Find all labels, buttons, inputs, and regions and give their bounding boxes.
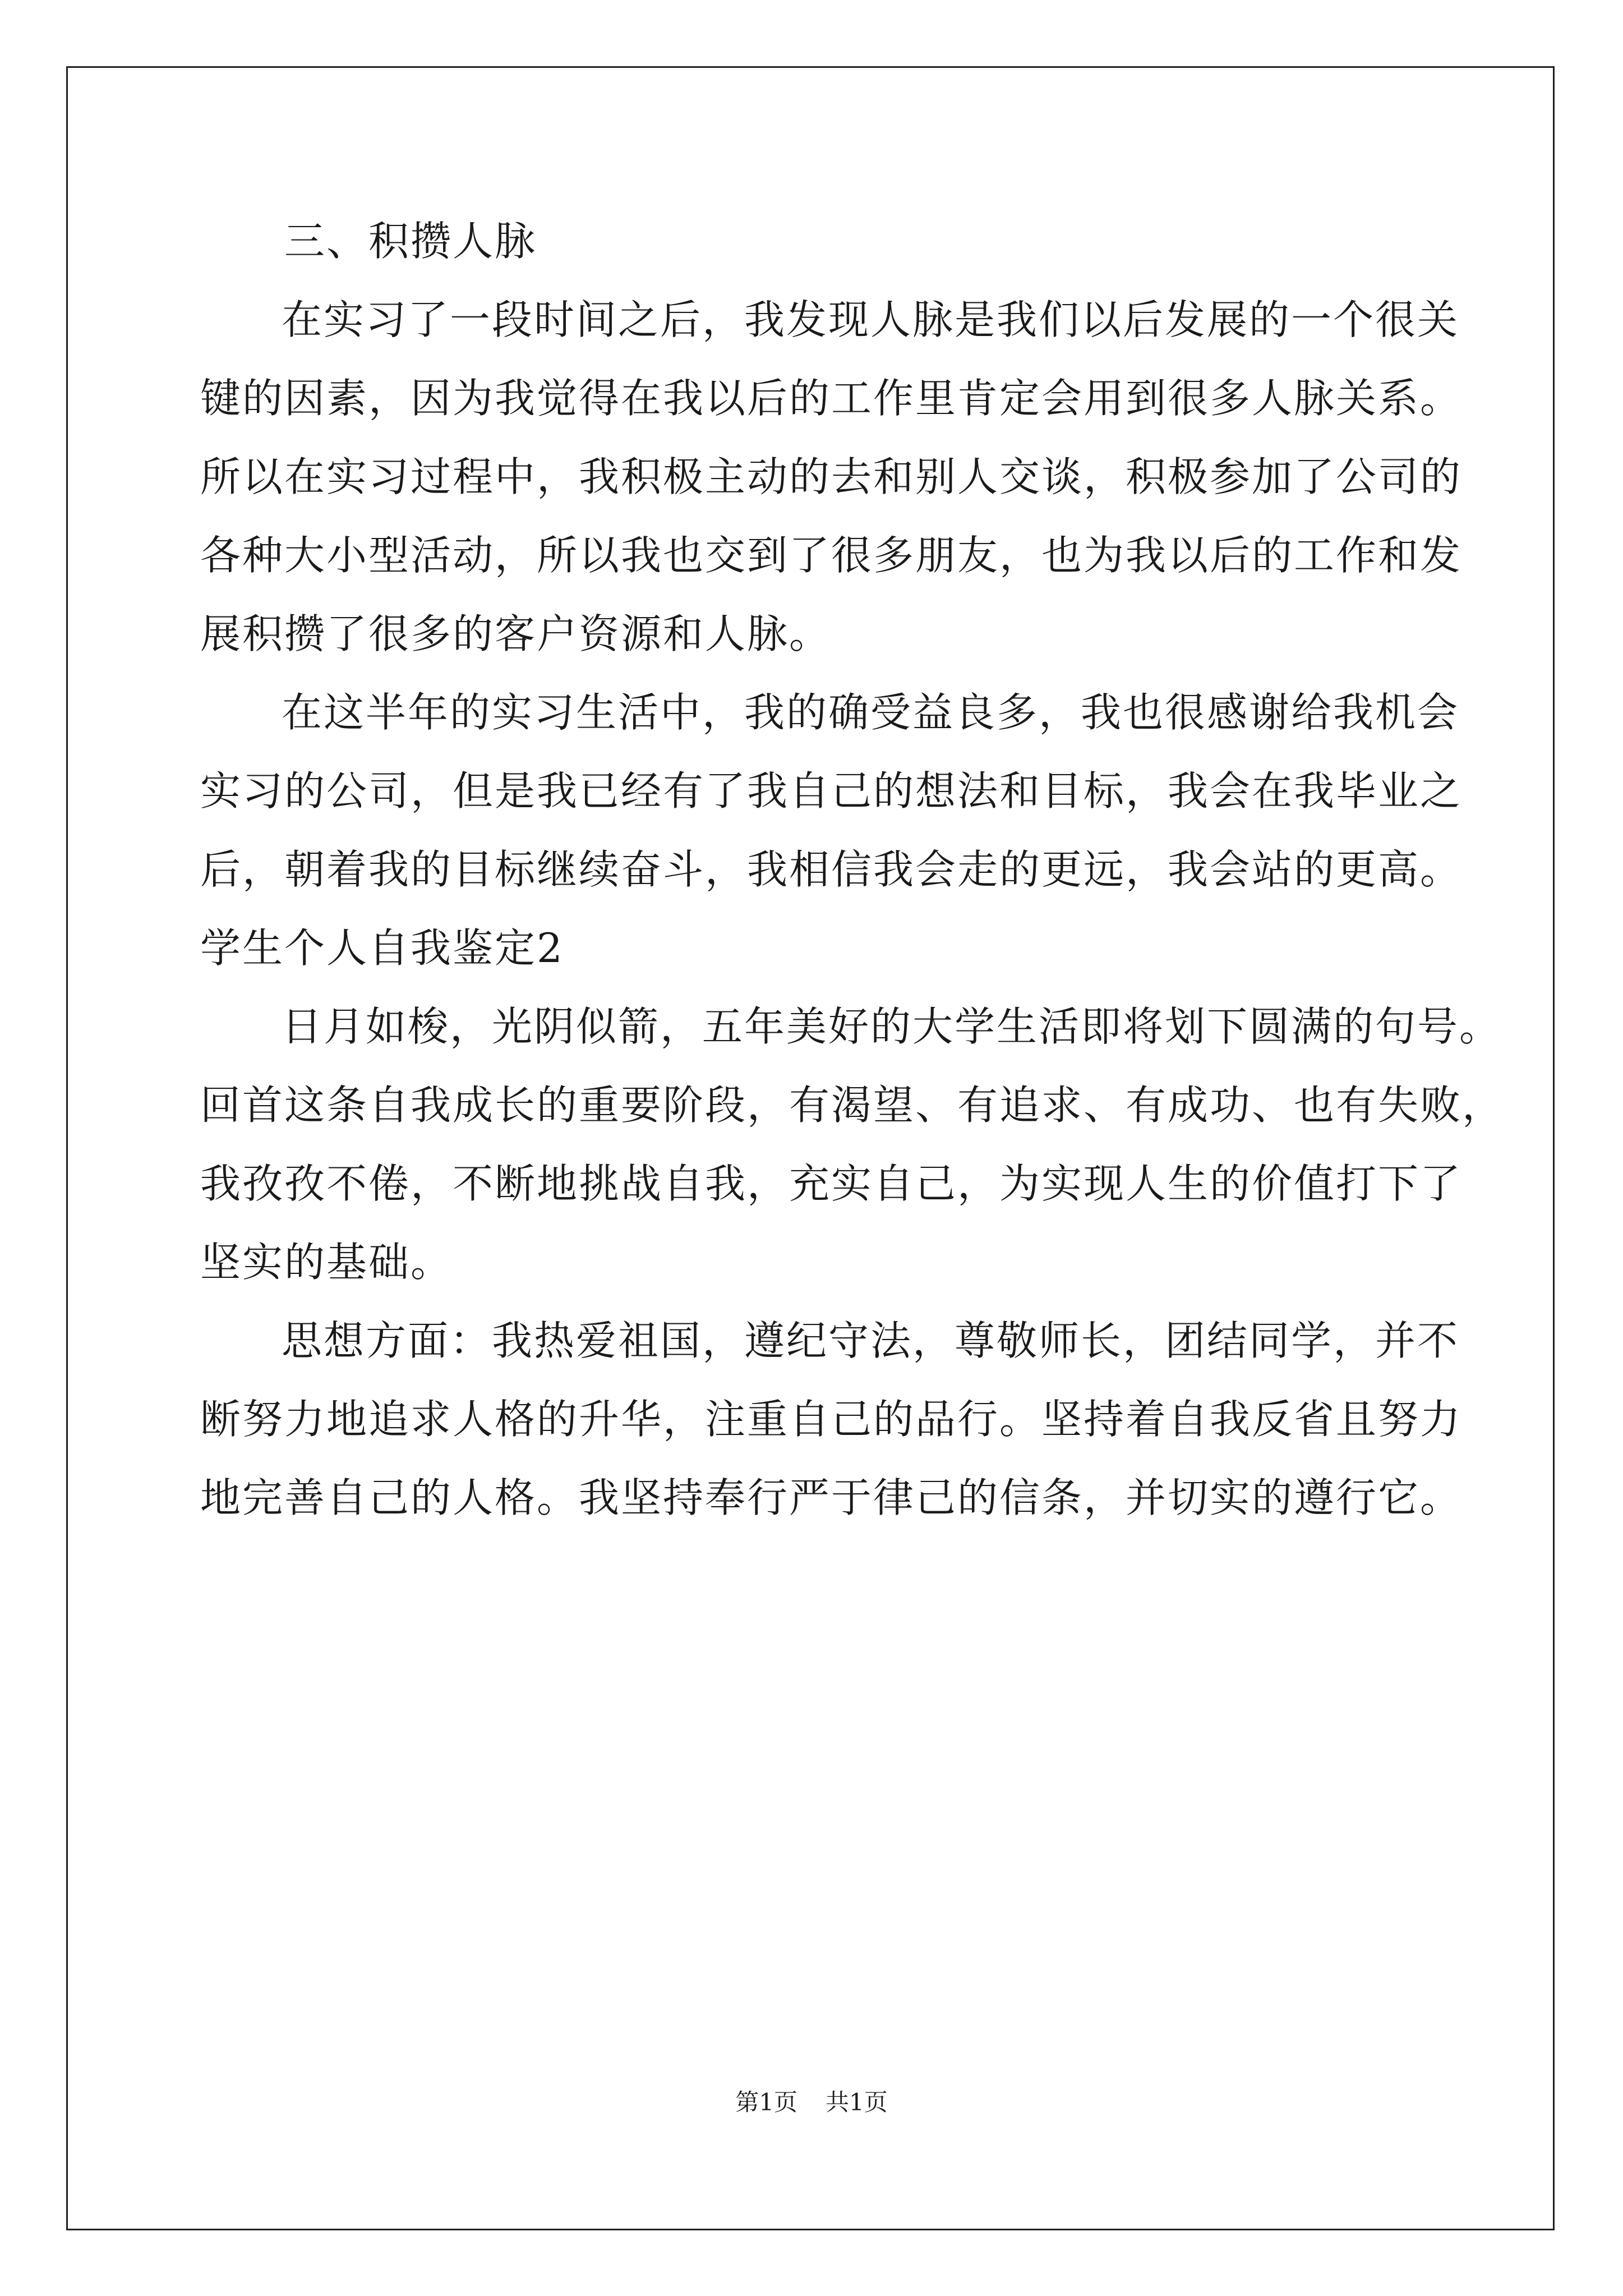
paragraph-line: 键的因素，因为我觉得在我以后的工作里肯定会用到很多人脉关系。 xyxy=(200,375,1463,422)
paragraph-line: 在实习了一段时间之后，我发现人脉是我们以后发展的一个很关 xyxy=(282,296,1460,343)
paragraph-line: 回首这条自我成长的重要阶段，有渴望、有追求、有成功、也有失败， xyxy=(200,1082,1505,1129)
page-total: 共1页 xyxy=(826,2088,888,2116)
section-title: 学生个人自我鉴定2 xyxy=(200,924,564,972)
paragraph-line: 各种大小型活动，所以我也交到了很多朋友，也为我以后的工作和发 xyxy=(200,532,1463,579)
page-number: 第1页 xyxy=(735,2088,797,2116)
paragraph-line: 断努力地追求人格的升华，注重自己的品行。坚持着自我反省且努力 xyxy=(200,1396,1463,1443)
paragraph-line: 坚实的基础。 xyxy=(200,1239,453,1286)
paragraph-line: 后，朝着我的目标继续奋斗，我相信我会走的更远，我会站的更高。 xyxy=(200,846,1463,893)
paragraph-line: 展积攒了很多的客户资源和人脉。 xyxy=(200,610,832,657)
paragraph-line: 日月如梭，光阴似箭，五年美好的大学生活即将划下圆满的句号。 xyxy=(282,1003,1502,1050)
paragraph-line: 实习的公司，但是我已经有了我自己的想法和目标，我会在我毕业之 xyxy=(200,767,1463,815)
paragraph-line: 地完善自己的人格。我坚持奉行严于律己的信条，并切实的遵行它。 xyxy=(200,1474,1463,1521)
paragraph-line: 思想方面：我热爱祖国，遵纪守法，尊敬师长，团结同学，并不 xyxy=(282,1317,1460,1364)
section-heading: 三、积攒人脉 xyxy=(284,218,537,265)
paragraph-line: 我孜孜不倦，不断地挑战自我，充实自己，为实现人生的价值打下了 xyxy=(200,1160,1463,1207)
page-footer xyxy=(0,2086,1623,2119)
paragraph-line: 在这半年的实习生活中，我的确受益良多，我也很感谢给我机会 xyxy=(282,689,1460,736)
paragraph-line: 所以在实习过程中，我积极主动的去和别人交谈，积极参加了公司的 xyxy=(200,453,1463,500)
